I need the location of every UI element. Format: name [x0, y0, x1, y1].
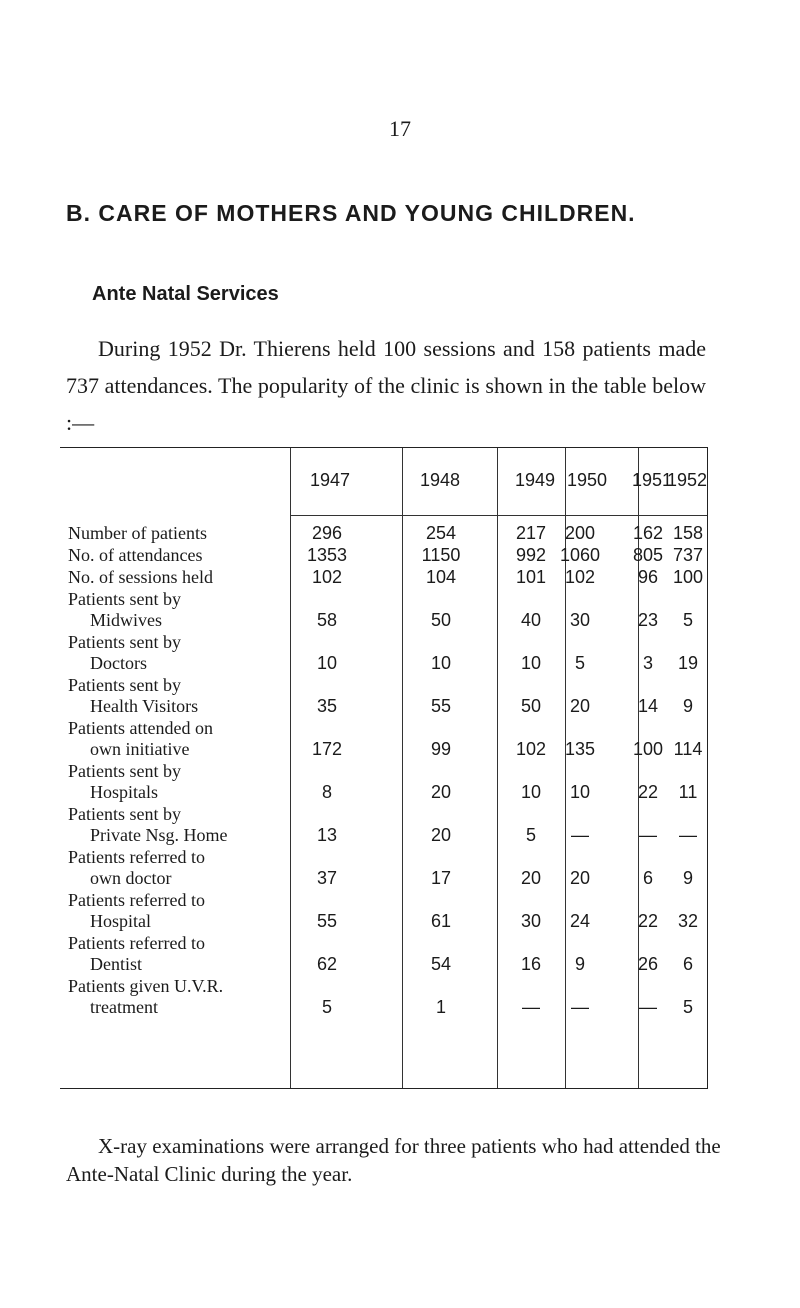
table-cell: 8: [321, 782, 332, 802]
row-label: [68, 933, 205, 975]
table-cell: 20: [520, 868, 542, 888]
row-label-line2: Health Visitors: [90, 696, 199, 716]
page-number: 17: [389, 116, 411, 141]
table-cell: 13: [316, 825, 338, 845]
table-cell: —: [679, 825, 697, 845]
table-cell: 805: [632, 545, 664, 565]
table-cell: 99: [430, 739, 452, 759]
row-label-line1: Patients sent by: [68, 589, 181, 609]
table-cell: 61: [430, 911, 452, 931]
row-label-line2: Doctors: [90, 653, 147, 673]
row-label-line1: Patients sent by: [68, 761, 181, 781]
table-cell: 100: [672, 567, 704, 587]
column-divider: [638, 448, 639, 1088]
intro-text: During 1952 Dr. Thierens held 100 sessions and 158 patients made 737 attendances. The popularity of the clinic is shown in the table below :—: [66, 336, 706, 435]
row-label-line1: No. of sessions held: [68, 567, 213, 587]
row-label: [68, 847, 205, 889]
table-cell: 100: [632, 739, 664, 759]
table-cell: 6: [682, 954, 693, 974]
table-cell: 102: [564, 567, 596, 587]
table-cell: 35: [316, 696, 338, 716]
row-label-line1: Patients given U.V.R.: [68, 976, 224, 996]
table-cell: 96: [637, 567, 659, 587]
table-cell: 10: [430, 653, 452, 673]
table-cell: 22: [637, 782, 659, 802]
table-cell: 200: [564, 523, 596, 543]
column-divider: [290, 448, 291, 1088]
table-cell: 50: [520, 696, 542, 716]
table-cell: 5: [525, 825, 536, 845]
row-label: [68, 804, 227, 846]
table-cell: 30: [520, 911, 542, 931]
table-cell: 20: [430, 782, 452, 802]
table-cell: 10: [520, 653, 542, 673]
row-label-line2: own initiative: [90, 739, 190, 759]
row-label-line2: treatment: [90, 997, 158, 1017]
row-label-line1: Patients referred to: [68, 933, 205, 953]
table-cell: 254: [425, 523, 457, 543]
footer-paragraph: [66, 1132, 726, 1188]
table-cell: 172: [311, 739, 343, 759]
table-cell: —: [522, 997, 540, 1017]
table-cell: 114: [673, 739, 703, 759]
row-label-line1: Patients sent by: [68, 804, 181, 824]
table-cell: 217: [515, 523, 547, 543]
column-divider: [497, 448, 498, 1088]
column-divider: [402, 448, 403, 1088]
table-cell: 135: [564, 739, 596, 759]
row-label-line2: Hospital: [90, 911, 151, 931]
table-cell: 992: [515, 545, 547, 565]
table-cell: 104: [425, 567, 457, 587]
row-label-line1: Patients referred to: [68, 890, 205, 910]
section-heading: B. CARE OF MOTHERS AND YOUNG CHILDREN.: [66, 200, 636, 226]
table-cell: 5: [321, 997, 332, 1017]
table-cell: 296: [311, 523, 343, 543]
table-cell: 5: [682, 610, 693, 630]
column-divider: [565, 448, 566, 1088]
table-cell: 737: [672, 545, 704, 565]
table-cell: 5: [574, 653, 585, 673]
table-cell: 24: [569, 911, 591, 931]
table-cell: 10: [316, 653, 338, 673]
table-cell: 101: [515, 567, 547, 587]
table-cell: 10: [520, 782, 542, 802]
table-cell: 30: [569, 610, 591, 630]
attendance-table: [60, 447, 708, 1089]
table-cell: 102: [515, 739, 547, 759]
row-label-line2: own doctor: [90, 868, 172, 888]
row-label: [68, 567, 213, 588]
row-label-line2: Midwives: [90, 610, 162, 630]
table-cell: 9: [682, 696, 693, 716]
table-cell: 5: [682, 997, 693, 1017]
table-cell: 55: [316, 911, 338, 931]
table-cell: 6: [642, 868, 653, 888]
table-cell: 3: [642, 653, 653, 673]
row-label-line2: Dentist: [90, 954, 142, 974]
table-cell: —: [571, 825, 589, 845]
table-cell: 55: [430, 696, 452, 716]
table-cell: 102: [311, 567, 343, 587]
sub-heading: Ante Natal Services: [92, 283, 279, 305]
table-cell: 22: [637, 911, 659, 931]
table-cell: 40: [520, 610, 542, 630]
row-label: [68, 589, 181, 631]
table-cell: 19: [677, 653, 699, 673]
table-cell: 10: [569, 782, 591, 802]
row-label-line1: Patients attended on: [68, 718, 213, 738]
table-cell: 26: [637, 954, 659, 974]
year-header: 1949: [514, 470, 556, 490]
table-cell: 14: [637, 696, 659, 716]
table-cell: —: [639, 997, 657, 1017]
table-cell: 162: [632, 523, 664, 543]
table-cell: 50: [430, 610, 452, 630]
row-label-line1: Patients sent by: [68, 675, 181, 695]
footer-text: X-ray examinations were arranged for three patients who had attended the Ante-Natal Clinic during the year.: [66, 1134, 721, 1186]
table-cell: 1060: [559, 545, 601, 565]
table-cell: 23: [637, 610, 659, 630]
row-label-line2: Hospitals: [90, 782, 159, 802]
row-label-line1: Patients sent by: [68, 632, 181, 652]
table-cell: 9: [574, 954, 585, 974]
row-label: [68, 545, 202, 566]
row-label-line1: No. of attendances: [68, 545, 203, 565]
table-cell: 1: [435, 997, 446, 1017]
table-cell: 11: [678, 782, 698, 802]
row-label: [68, 632, 181, 674]
row-label: [68, 761, 181, 803]
table-cell: 16: [520, 954, 542, 974]
intro-paragraph: [66, 330, 706, 441]
year-header: 1952: [666, 470, 708, 490]
table-cell: 1150: [421, 545, 461, 565]
year-header: 1951: [631, 470, 673, 490]
table-cell: 20: [569, 868, 591, 888]
table-cell: 9: [682, 868, 693, 888]
table-cell: —: [639, 825, 657, 845]
table-cell: 62: [316, 954, 338, 974]
table-cell: 37: [316, 868, 338, 888]
row-label: [68, 675, 198, 717]
year-header: 1947: [309, 470, 351, 490]
table-cell: 20: [430, 825, 452, 845]
row-label: [68, 890, 205, 932]
table-cell: 58: [316, 610, 338, 630]
table-cell: 17: [430, 868, 452, 888]
row-label: [68, 523, 207, 544]
table-cell: 54: [430, 954, 452, 974]
table-cell: 20: [569, 696, 591, 716]
year-header: 1950: [566, 470, 608, 490]
row-label-line1: Number of patients: [68, 523, 207, 543]
row-label-line1: Patients referred to: [68, 847, 205, 867]
table-cell: 1353: [306, 545, 348, 565]
year-header: 1948: [419, 470, 461, 490]
row-label: [68, 718, 213, 760]
table-cell: —: [571, 997, 589, 1017]
header-rule: [290, 515, 707, 516]
table-cell: 158: [672, 523, 704, 543]
table-cell: 32: [677, 911, 699, 931]
row-label: [68, 976, 223, 1018]
row-label-line2: Private Nsg. Home: [90, 825, 228, 845]
